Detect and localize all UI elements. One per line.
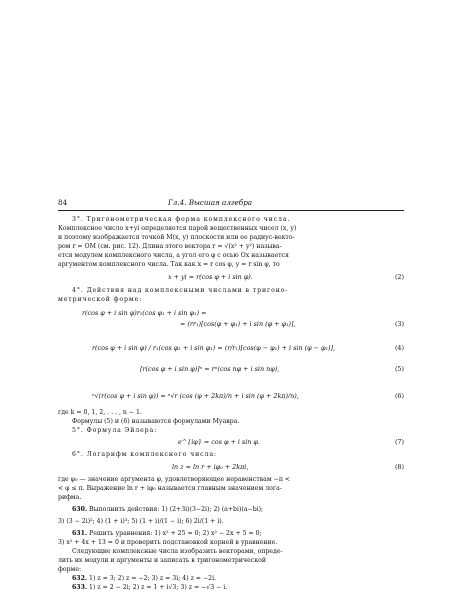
problem-632: 632. 1) z = 3; 2) z = −2; 3) z = 3i; 4) z = −2i.	[72, 575, 217, 582]
problems-intro: Следующие комплексные числа изобразить векторами, опреде-	[72, 548, 283, 555]
sec4-heading: 4°. Действия над комплексными числами в тригоно-	[72, 287, 289, 294]
formula-number: (3)	[394, 320, 404, 328]
sec5-heading: 5°. Формула Эйлера:	[72, 427, 158, 434]
formula-2: x + yi = r(cos φ + i sin φ).	[168, 273, 253, 281]
formula-3b: = (rr₁)[cos(φ + φ₁) + i sin (φ + φ₁)],	[180, 320, 296, 328]
problem-633: 633. 1) z = 2 − 2i; 2) z = 1 + i√3; 3) z = −√3 − i.	[72, 584, 228, 591]
formula-number: (2)	[394, 273, 404, 281]
sec6-after: рифма.	[58, 494, 82, 501]
sec3-line: аргументом комплексного числа. Так как x = r cos φ, y = r sin φ, то	[58, 261, 280, 268]
formula-6: ⁿ√(r(cos φ + i sin φ)) = ⁿ√r (cos (φ + 2kπ)/n + i sin (φ + 2kπ)/n),	[92, 392, 299, 400]
running-title: Гл.4. Высшая алгебра	[168, 198, 253, 207]
formula-7: e^{iφ} = cos φ + i sin φ.	[178, 438, 260, 446]
formula-number: (5)	[394, 365, 404, 373]
formula-5: [r(cos φ + i sin φ)]ⁿ = rⁿ(cos nφ + i sin nφ),	[140, 365, 280, 373]
formula-8: ln z = ln r + iφ₀ + 2kπi,	[172, 463, 249, 471]
formula-number: (7)	[394, 438, 404, 446]
problem-630: 630. Выполнить действия: 1) (2+3i)(3−2i); 2) (a+bi)(a−bi);	[72, 506, 264, 513]
page-number: 84	[58, 198, 68, 207]
formula-number: (4)	[394, 344, 404, 352]
sec6-after: < φ ≤ π. Выражение ln r + iφ₀ называется главным значением лога-	[58, 485, 282, 492]
problems-intro: лить их модули и аргументы и записать в тригонометрической	[58, 557, 266, 564]
problem-631-cont: 3) x² + 4x + 13 = 0 и проверить подстановкой корней в уравнение.	[58, 539, 278, 546]
sec4-after: где k = 0, 1, 2, . . . , n − 1.	[58, 409, 142, 416]
formula-number: (8)	[394, 463, 404, 471]
formula-number: (6)	[394, 392, 404, 400]
problem-631: 631. Решить уравнения: 1) x² + 25 = 0; 2) x² − 2x + 5 = 0;	[72, 530, 262, 537]
sec4-heading-cont: метрической форме:	[58, 296, 143, 303]
sec4-after: Формулы (5) и (6) называются формулами Муавра.	[72, 418, 240, 425]
sec3-heading: 3°. Тригонометрическая форма комплексного числа.	[72, 216, 291, 223]
sec3-line: ром r = OM (см. рис. 12). Длина этого вектора r = √(x² + y²) называ-	[58, 243, 282, 250]
header-rule	[58, 210, 404, 211]
formula-3a: r(cos φ + i sin φ)r₁(cos φ₁ + i sin φ₁) =	[82, 309, 207, 317]
formula-4: r(cos φ + i sin φ) / r₁(cos φ₁ + i sin φ₁) = (r/r₁)[cos(φ − φ₁) + i sin (φ − φ₁)],	[92, 344, 336, 352]
problems-intro: форме:	[58, 566, 82, 573]
sec6-after: где φ₀ — значение аргумента φ, удовлетворяющее неравенствам −π <	[58, 476, 291, 483]
sec3-line: ется модулем комплексного числа, а угол его φ с осью Ox называется	[58, 252, 289, 259]
problem-630-cont: 3) (3 − 2i)²; 4) (1 + i)³; 5) (1 + i)/(1 − i); 6) 2i/(1 + i).	[58, 518, 224, 525]
sec3-line: и поэтому изображается точкой M(x, y) плоскости или ее радиус-векто-	[58, 234, 295, 241]
sec3-line: Комплексное число x+yi определяется парой вещественных чисел (x, y)	[58, 225, 297, 232]
sec6-heading: 6°. Логарифм комплексного числа:	[72, 451, 217, 458]
running-header	[58, 197, 404, 209]
